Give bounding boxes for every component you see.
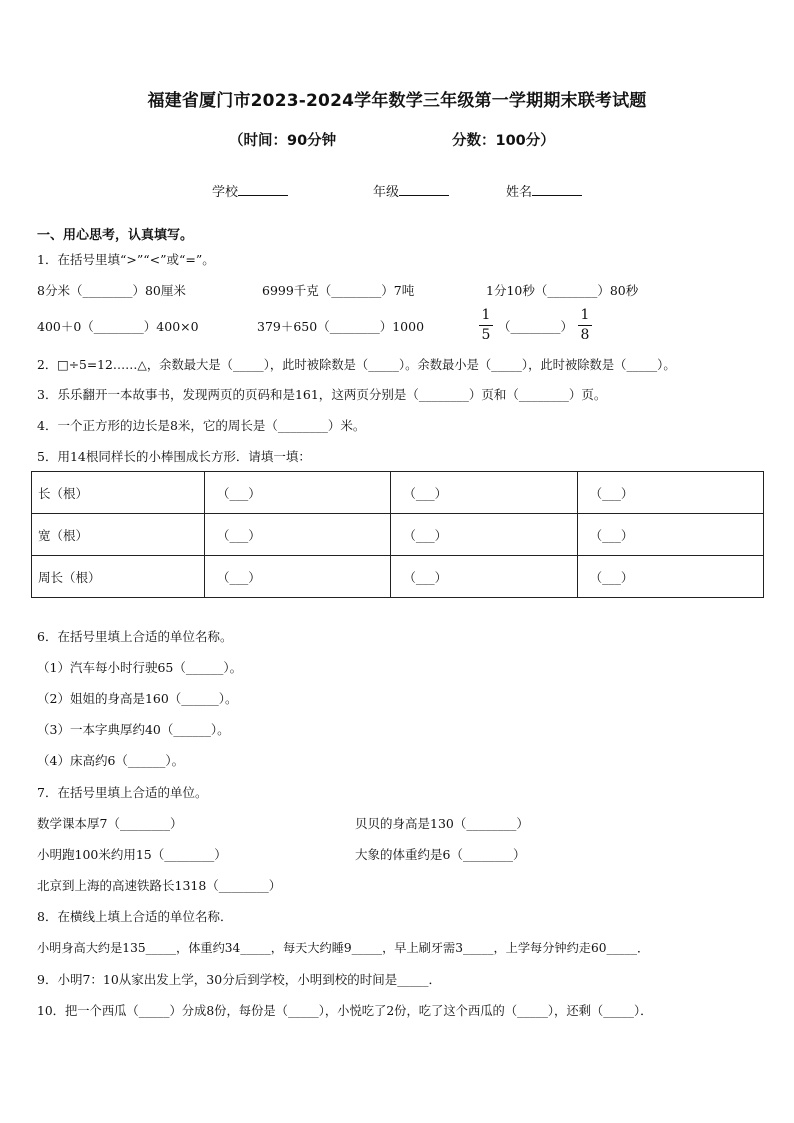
question-3[interactable]: 3．乐乐翻开一本故事书，发现两页的页码和是161，这两页分别是（________）页和（________）页。: [37, 387, 607, 402]
question-6-stem: 6．在括号里填上合适的单位名称。: [37, 629, 233, 644]
table-cell[interactable]: （___）: [577, 472, 763, 514]
q6-item[interactable]: （2）姐姐的身高是160（______）。: [37, 691, 238, 706]
q6-item[interactable]: （4）床高约6（______）。: [37, 753, 185, 768]
row-label-perimeter: 周长（根）: [32, 556, 205, 598]
table-row: [32, 514, 764, 556]
q1-item-6-blank[interactable]: （________）: [498, 319, 574, 334]
fraction-denominator: 5: [481, 327, 491, 343]
table-row: [32, 556, 764, 598]
q7-item[interactable]: 小明跑100米约用15（________）: [37, 847, 227, 862]
question-7-stem: 7．在括号里填上合适的单位。: [37, 785, 208, 800]
question-8-stem: 8．在横线上填上合适的单位名称．: [37, 909, 233, 924]
q1-item-5[interactable]: 379＋650（________）1000: [257, 319, 425, 334]
fraction-numerator: 1: [580, 307, 590, 323]
page-title: 福建省厦门市2023-2024学年数学三年级第一学期期末联考试题: [147, 91, 647, 111]
q7-item[interactable]: 北京到上海的高速铁路长1318（________）: [37, 878, 282, 893]
question-2[interactable]: 2．□÷5=12……△，余数最大是（_____），此时被除数是（_____）。余数最小是（_____），此时被除数是（_____）。: [37, 358, 676, 372]
fraction-numerator: 1: [481, 307, 491, 323]
school-field: [212, 181, 288, 200]
table-cell[interactable]: （___）: [577, 556, 763, 598]
q7-item[interactable]: 贝贝的身高是130（________）: [355, 816, 529, 831]
question-10[interactable]: 10．把一个西瓜（_____）分成8份，每份是（_____），小悦吃了2份，吃了这个西瓜的（_____），还剩（_____）．: [37, 1004, 653, 1018]
question-8-body[interactable]: 小明身高大约是135_____，体重约34_____，每天大约睡9_____，早上刷牙需3_____，上学每分钟约走60_____．: [37, 941, 650, 955]
table-cell[interactable]: （___）: [391, 556, 577, 598]
row-label-width: 宽（根）: [32, 514, 205, 556]
question-1-stem: 1．在括号里填“>”“<”或“=”。: [37, 252, 215, 267]
name-blank[interactable]: [532, 183, 582, 196]
grade-blank[interactable]: [399, 183, 449, 196]
table-cell[interactable]: （___）: [205, 514, 391, 556]
school-blank[interactable]: [238, 183, 288, 196]
grade-label: 年级: [373, 185, 400, 200]
table-cell[interactable]: （___）: [391, 472, 577, 514]
fraction-bar: [578, 325, 592, 326]
q1-item-4[interactable]: 400＋0（________）400×0: [37, 319, 199, 334]
q1-item-1[interactable]: 8分米（________）80厘米: [37, 283, 186, 298]
table-cell[interactable]: （___）: [577, 514, 763, 556]
name-label: 姓名: [506, 185, 533, 200]
row-label-length: 长（根）: [32, 472, 205, 514]
table-cell[interactable]: （___）: [205, 472, 391, 514]
q1-item-2[interactable]: 6999千克（________）7吨: [262, 283, 415, 298]
grade-field: [373, 181, 449, 200]
q6-item[interactable]: （1）汽车每小时行驶65（______）。: [37, 660, 243, 675]
school-label: 学校: [212, 185, 239, 200]
q7-item[interactable]: 数学课本厚7（________）: [37, 816, 183, 831]
table-cell[interactable]: （___）: [205, 556, 391, 598]
section-heading: 一、用心思考，认真填写。: [37, 228, 194, 243]
table-cell[interactable]: （___）: [391, 514, 577, 556]
q6-item[interactable]: （3）一本字典厚约40（______）。: [37, 722, 230, 737]
exam-score: 分数：100分）: [452, 133, 555, 149]
table-row: [32, 472, 764, 514]
fraction-one-eighth: [578, 307, 592, 343]
name-field: [506, 181, 582, 200]
fraction-bar: [479, 325, 493, 326]
fraction-one-fifth: [479, 307, 493, 343]
exam-time: （时间：90分钟: [229, 133, 337, 149]
question-4[interactable]: 4．一个正方形的边长是8米，它的周长是（________）米。: [37, 418, 366, 433]
fraction-denominator: 8: [580, 327, 590, 343]
question-5-stem: 5．用14根同样长的小棒围成长方形．请填一填：: [37, 449, 311, 464]
q5-table: [31, 471, 764, 598]
q1-item-3[interactable]: 1分10秒（________）80秒: [486, 283, 639, 298]
q7-item[interactable]: 大象的体重约是6（________）: [355, 847, 526, 862]
question-9[interactable]: 9．小明7：10从家出发上学，30分后到学校，小明到校的时间是_____．: [37, 972, 441, 987]
